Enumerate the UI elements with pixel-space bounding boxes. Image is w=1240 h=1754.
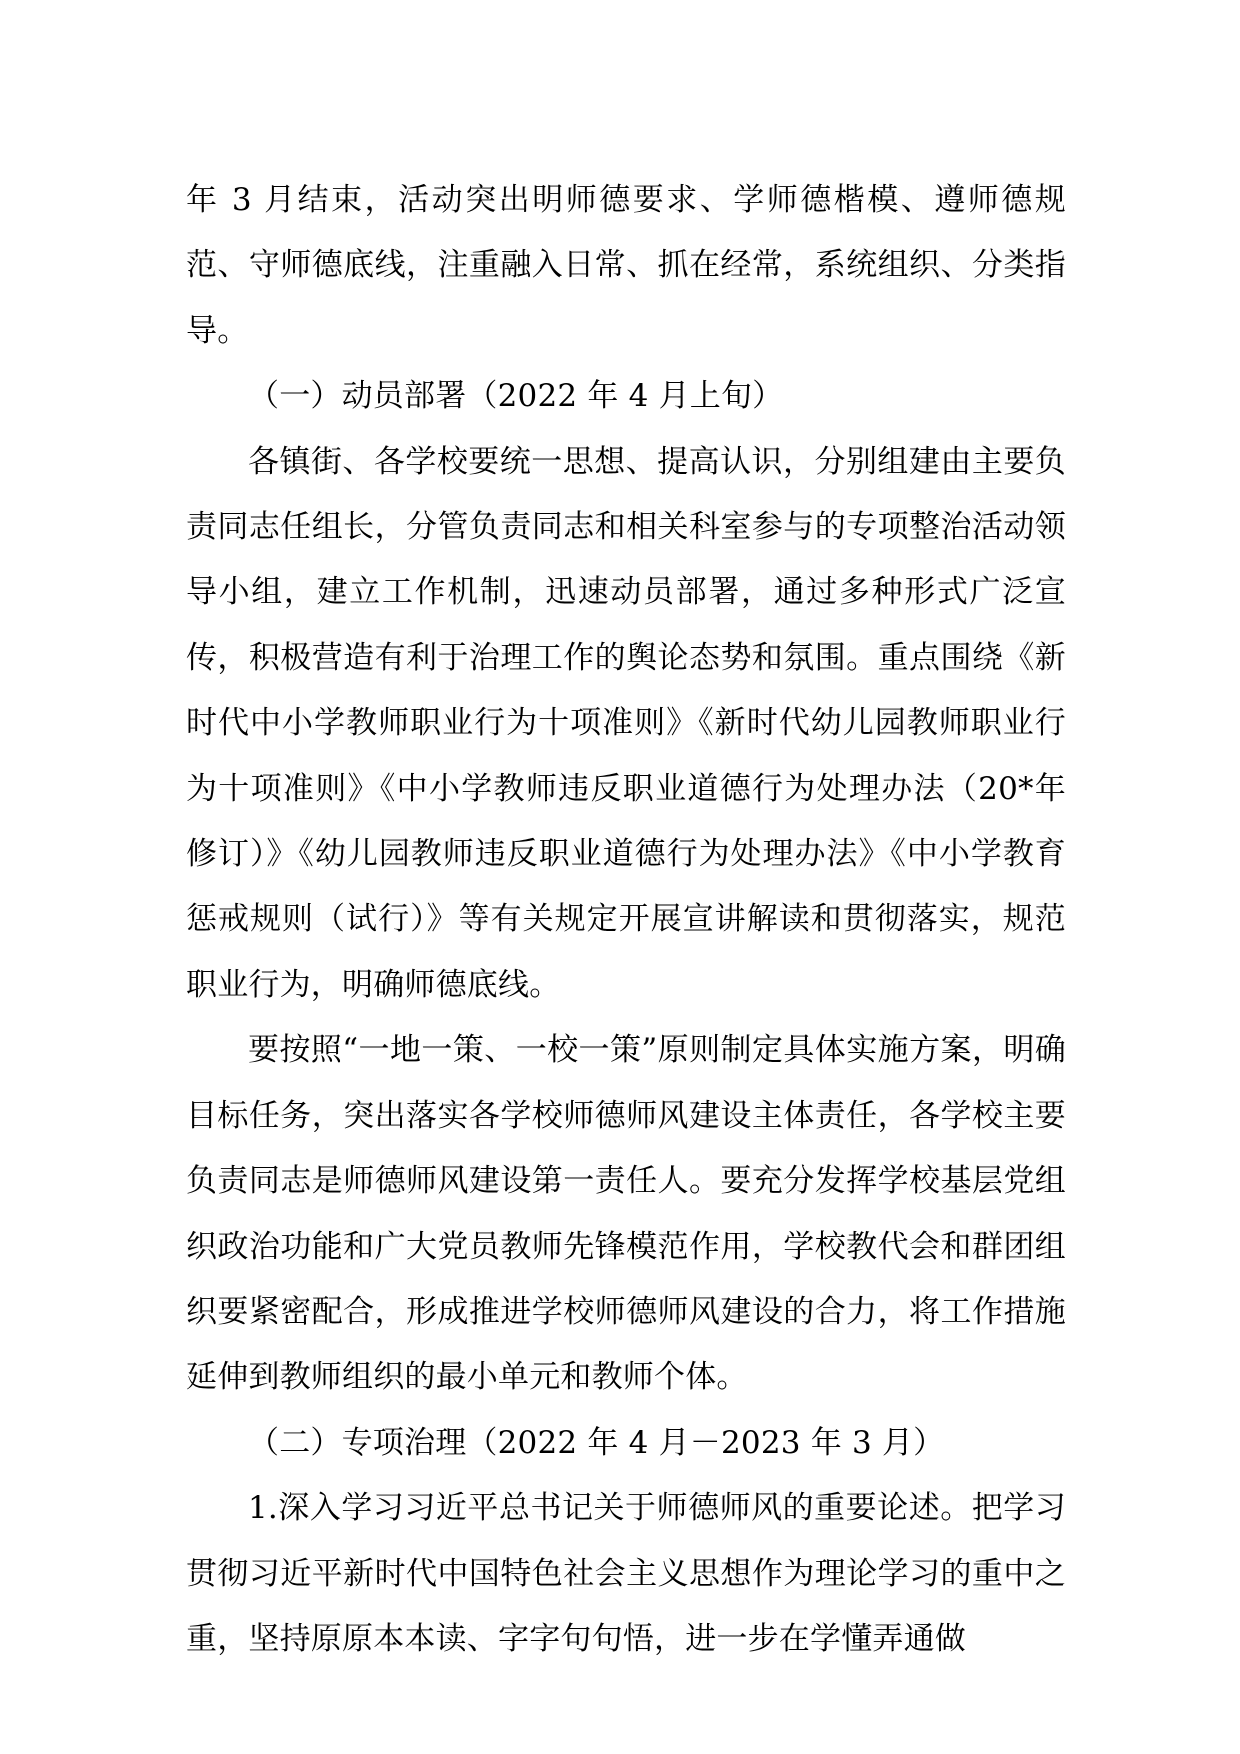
document-body [186, 168, 1066, 1672]
paragraph-mobilization: 各镇街、各学校要统一思想、提高认识，分别组建由主要负责同志任组长，分管负责同志和相关科室参与的专项整治活动领导小组，建立工作机制，迅速动员部署，通过多种形式广泛宣传，积极营造有利于治理工作的舆论态势和氛围。重点围绕《新时代中小学教师职业行为十项准则》《新时代幼儿园教师职业行为十项准则》《中小学教师违反职业道德行为处理办法（20*年修订）》《幼儿园教师违反职业道德行为处理办法》《中小学教育惩戒规则（试行）》等有关规定开展宣讲解读和贯彻落实，规范职业行为，明确师德底线。 [186, 443, 1066, 1003]
paragraph-continuation: 年 3 月结束，活动突出明师德要求、学师德楷模、遵师德规范、守师德底线，注重融入日常、抓在经常，系统组织、分类指导。 [186, 182, 1066, 349]
paragraph-study-item-1: 1.深入学习习近平总书记关于师德师风的重要论述。把学习贯彻习近平新时代中国特色社会主义思想作为理论学习的重中之重，坚持原原本本读、字字句句悟，进一步在学懂弄通做 [186, 1490, 1066, 1657]
section-heading-special-governance: （二）专项治理（2022 年 4 月－2023 年 3 月） [248, 1424, 945, 1461]
section-heading-mobilization: （一）动员部署（2022 年 4 月上旬） [248, 378, 784, 415]
paragraph-implementation-plan: 要按照“一地一策、一校一策”原则制定具体实施方案，明确目标任务，突出落实各学校师德师风建设主体责任，各学校主要负责同志是师德师风建设第一责任人。要充分发挥学校基层党组织政治功能和广大党员教师先锋模范作用，学校教代会和群团组织要紧密配合，形成推进学校师德师风建设的合力，将工作措施延伸到教师组织的最小单元和教师个体。 [186, 1032, 1066, 1396]
